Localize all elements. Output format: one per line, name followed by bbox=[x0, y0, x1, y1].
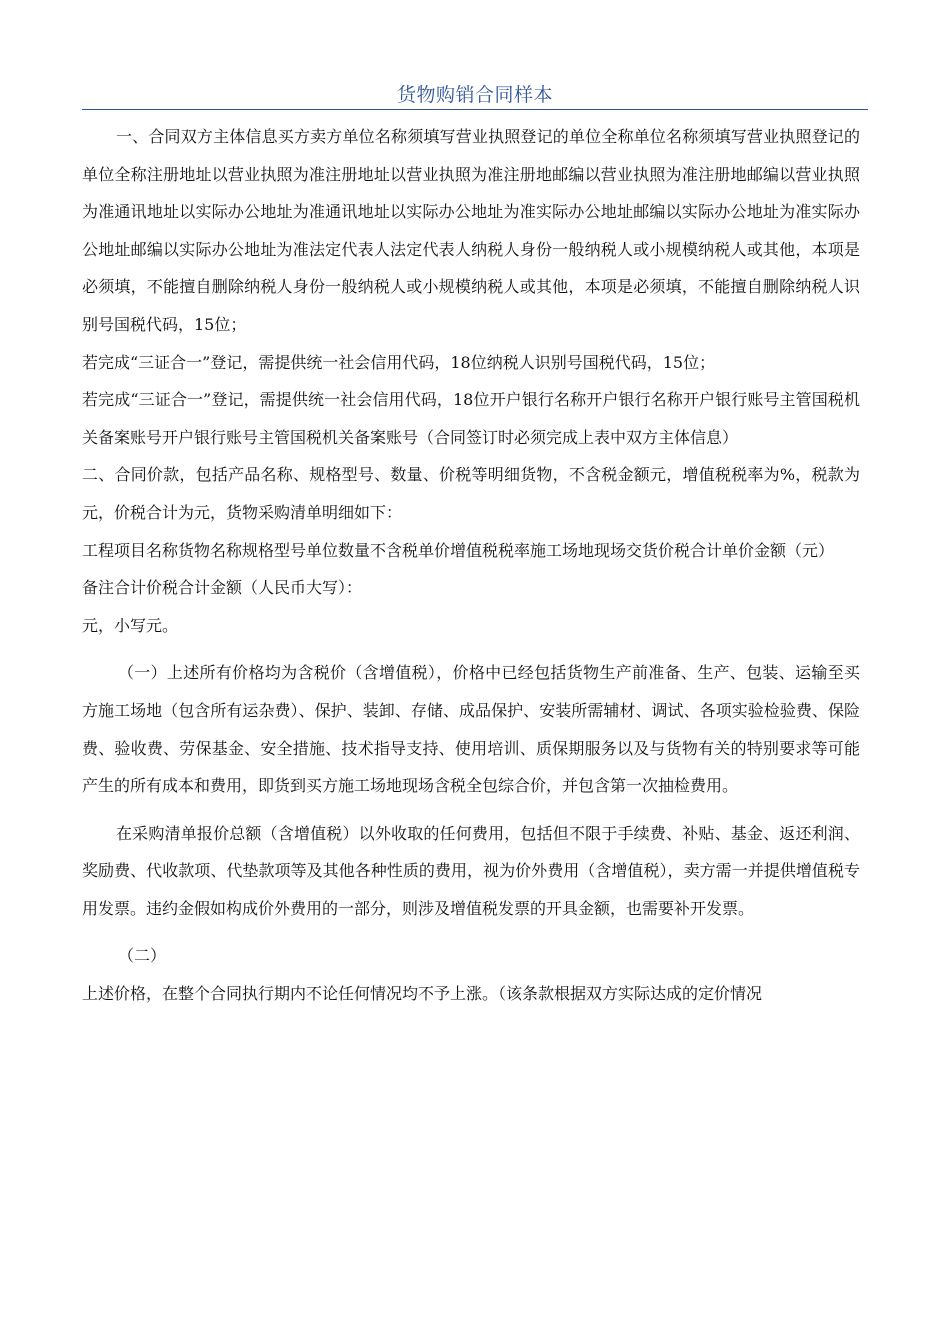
paragraph-price-fixed: 上述价格，在整个合同执行期内不论任何情况均不予上涨。（该条款根据双方实际达成的定价情况 bbox=[82, 984, 763, 1004]
title-underline bbox=[82, 109, 868, 110]
paragraph-three-in-one-1: 若完成“三证合一”登记，需提供统一社会信用代码，18位纳税人识别号国税代码，15位； bbox=[82, 352, 716, 372]
document-body bbox=[82, 118, 860, 1013]
paragraph-clause-2-heading: （二） bbox=[118, 946, 167, 966]
paragraph-contract-price: 二、合同价款，包括产品名称、规格型号、数量、价税等明细货物，不含税金额元，增值税税率为%，税款为元，价税合计为元，货物采购清单明细如下： bbox=[82, 465, 860, 522]
paragraph-party-info: 一、合同双方主体信息买方卖方单位名称须填写营业执照登记的单位全称单位名称须填写营业执照登记的单位全称注册地址以营业执照为准注册地址以营业执照为准注册地邮编以营业执照为准注册地邮编以营业执照为准通讯地址以实际办公地址为准通讯地址以实际办公地址为准实际办公地址邮编以实际办公地址为准实际办公地址邮编以实际办公地址为准法定代表人法定代表人纳税人身份一般纳税人或小规模纳税人或其他，本项是必须填，不能擅自删除纳税人身份一般纳税人或小规模纳税人或其他，本项是必须填，不能擅自删除纳税人识别号国税代码，15位； bbox=[82, 127, 860, 334]
paragraph-three-in-one-2: 若完成“三证合一”登记，需提供统一社会信用代码，18位开户银行名称开户银行名称开户银行账号主管国税机关备案账号开户银行账号主管国税机关备案账号（合同签订时必须完成上表中双方主体信息） bbox=[82, 390, 860, 447]
paragraph-clause-1: （一）上述所有价格均为含税价（含增值税），价格中已经包括货物生产前准备、生产、包装、运输至买方施工场地（包含所有运杂费）、保护、装卸、存储、成品保护、安装所需辅材、调试、各项实验检验费、保险费、验收费、劳保基金、安全措施、技术指导支持、使用培训、质保期服务以及与货物有关的特别要求等可能产生的所有成本和费用，即货到买方施工场地现场含税全包综合价，并包含第一次抽检费用。 bbox=[82, 663, 860, 796]
paragraph-extra-fees: 在采购清单报价总额（含增值税）以外收取的任何费用，包括但不限于手续费、补贴、基金、返还利润、奖励费、代收款项、代垫款项等及其他各种性质的费用，视为价外费用（含增值税），卖方需一并提供增值税专用发票。违约金假如构成价外费用的一部分，则涉及增值税发票的开具金额，也需要补开发票。 bbox=[82, 823, 860, 918]
document-title: 货物购销合同样本 bbox=[396, 84, 553, 106]
paragraph-total-lowercase: 元，小写元。 bbox=[82, 615, 179, 635]
paragraph-total-uppercase: 备注合计价税合计金额（人民币大写）： bbox=[82, 578, 363, 598]
paragraph-item-columns: 工程项目名称货物名称规格型号单位数量不含税单价增值税税率施工场地现场交货价税合计单价金额（元） bbox=[82, 540, 835, 560]
